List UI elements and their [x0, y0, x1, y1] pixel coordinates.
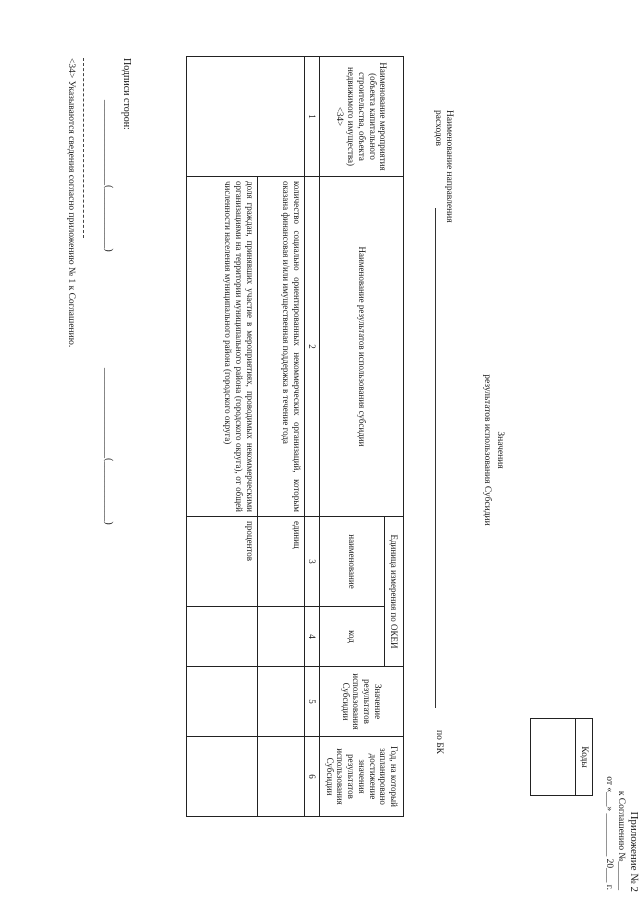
col-number: 3	[305, 517, 320, 607]
signature-right: __________________(____________)	[103, 368, 114, 525]
result-value-cell	[187, 667, 258, 737]
document-title: Значения	[495, 431, 505, 469]
expense-direction-label: Наименование направления расходов	[433, 110, 454, 223]
planned-year-cell	[258, 737, 305, 817]
col-number: 2	[305, 177, 320, 517]
header-result-value: Значение результатов использования Субсидии	[320, 667, 404, 737]
result-value-cell	[258, 667, 305, 737]
col-number: 5	[305, 667, 320, 737]
appendix-agreement-number: к Соглашению №______	[616, 790, 626, 890]
result-name-cell: количество социально ориентированных некоммерческих организаций, которым оказана финансовая и/или имущественная поддержка в течение года	[258, 177, 305, 517]
unit-code-cell	[258, 607, 305, 667]
event-name-cell	[187, 57, 305, 177]
header-result-name: Наименование результатов использования субсидии	[320, 177, 404, 517]
col-number: 4	[305, 607, 320, 667]
footnote: <34> Указываются сведения согласно приложению № 1 к Соглашению.	[66, 58, 76, 348]
planned-year-cell	[187, 737, 258, 817]
document-subtitle: результатов использования Субсидии	[482, 374, 492, 526]
col-number: 6	[305, 737, 320, 817]
signature-left: _________________(____________)	[103, 100, 114, 252]
codes-value-cell	[531, 719, 576, 796]
unit-name-cell: единиц	[258, 517, 305, 607]
col-number: 1	[305, 57, 320, 177]
appendix-title: Приложение № 2	[628, 811, 640, 892]
signatures-label: Подписи сторон:	[121, 58, 132, 130]
footnote-separator	[83, 58, 84, 238]
unit-name-cell: процентов	[187, 517, 258, 607]
header-okei-name: наименование	[320, 517, 385, 607]
appendix-agreement-date: от «___» _________ 20___ г.	[604, 776, 614, 890]
bk-label: по БК	[434, 730, 444, 755]
results-table	[186, 56, 404, 817]
header-event-name: Наименование мероприятия (объекта капитального строительства, объекта недвижимого имущества) <34>	[320, 57, 404, 177]
expense-direction-line	[435, 208, 436, 708]
unit-code-cell	[187, 607, 258, 667]
header-okei: Единица измерения по ОКЕИ	[385, 517, 404, 667]
result-name-cell: доля граждан, принявших участие в мероприятиях, проводимых некоммерческими организациями на территории муниципального района (городского округа), от общей численности населения муниципального района (городского округа)	[187, 177, 258, 517]
header-okei-code: код	[320, 607, 385, 667]
header-planned-year: Год, на который запланировано достижение значения результатов использования Субсидии	[320, 737, 404, 817]
codes-box	[530, 718, 593, 796]
codes-label: Коды	[576, 719, 593, 796]
